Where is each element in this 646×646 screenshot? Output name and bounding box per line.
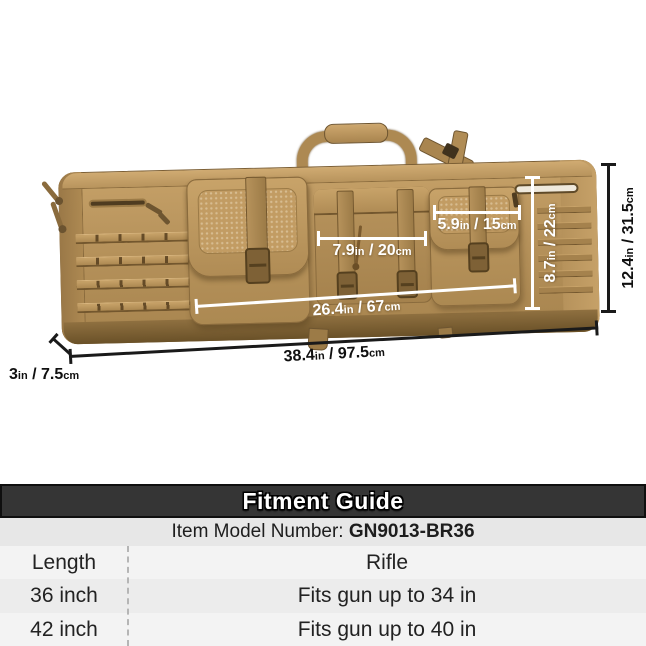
right-zipper-slit (514, 183, 578, 195)
left-pouch-buckle (245, 247, 271, 284)
front-zipper-slit (89, 198, 147, 207)
model-number-label: Item Model Number: (171, 521, 344, 542)
side-zipper-cord (41, 180, 60, 202)
dimension-pocket-mid (317, 237, 427, 259)
cell-length-header: Length (31, 550, 97, 574)
cell-fit-42: Fits gun up to 40 in (297, 617, 477, 641)
model-number-value: GN9013-BR36 (348, 521, 475, 542)
table-row (0, 579, 646, 613)
cell-length-36: 36 inch (30, 584, 98, 607)
table-row (0, 613, 646, 646)
table-row (0, 546, 646, 579)
molle-webbing-row (539, 286, 593, 294)
cell-rifle-header: Rifle (365, 550, 408, 574)
dimension-pocket-small (433, 211, 521, 233)
cell-length-42: 42 inch (30, 617, 98, 641)
fitment-table (0, 546, 646, 646)
column-divider (127, 546, 129, 646)
fitment-guide-section (0, 484, 646, 646)
dimension-line (317, 237, 427, 240)
dimension-line (433, 211, 521, 214)
dimension-label: 7.9in / 20cm (332, 242, 412, 259)
fitment-title: Fitment Guide (242, 487, 404, 514)
dimension-label: 38.4in / 97.5cm (283, 343, 386, 366)
dimension-bag-height-line (607, 163, 610, 313)
dimension-label: 26.4in / 67cm (311, 297, 401, 320)
dimension-bag-height-label: 12.4in / 31.5cm (620, 187, 637, 289)
dimension-pocket-height-label: 8.7in / 22cm (542, 203, 559, 283)
right-pouch-buckle (468, 242, 490, 273)
dimension-depth-label: 3in / 7.5cm (9, 366, 80, 383)
fitment-header-bar (0, 484, 646, 518)
left-pouch-strap (245, 177, 268, 253)
model-number-row (0, 518, 646, 546)
carry-handle-grip (324, 123, 388, 145)
dimension-label: 5.9in / 15cm (437, 216, 517, 233)
cell-fit-36: Fits gun up to 34 in (297, 584, 477, 607)
dimension-pocket-height-line (531, 176, 534, 310)
